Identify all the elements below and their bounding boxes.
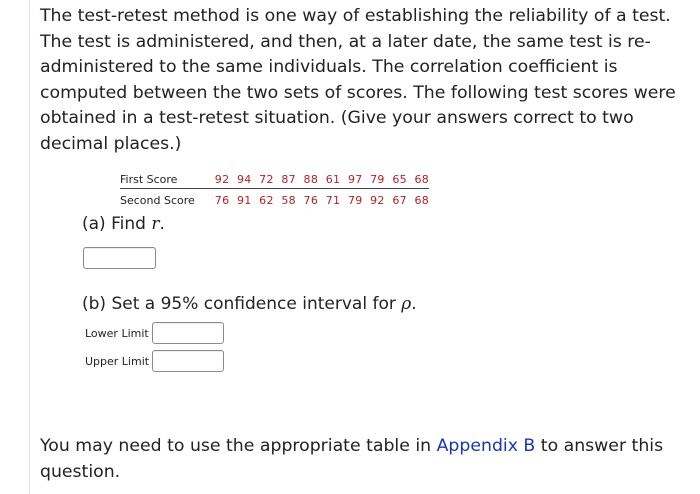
appendix-b-link[interactable]: Appendix B xyxy=(436,436,536,456)
row-label-first-score: First Score xyxy=(120,170,215,189)
footer-text-after: to answer this question. xyxy=(40,436,664,482)
r-answer-input[interactable] xyxy=(83,247,156,269)
part-b-prefix: (b) Set a 95% confidence interval for xyxy=(82,294,402,314)
part-b-variable: ρ xyxy=(401,294,412,314)
part-a-question xyxy=(82,214,165,234)
lower-limit-input[interactable] xyxy=(152,322,224,344)
footer-note xyxy=(40,433,690,485)
upper-limit-input[interactable] xyxy=(152,350,224,372)
first-score-values: 92 94 72 87 88 61 97 79 65 68 xyxy=(215,170,429,189)
part-b-suffix: . xyxy=(411,294,417,314)
row-label-second-score: Second Score xyxy=(120,193,195,207)
upper-limit-label: Upper Limit xyxy=(85,355,150,368)
table-row xyxy=(120,189,429,210)
problem-statement: The test-retest method is one way of establishing the reliability of a test. The test is administered, and then, at a later date, the same test is re-administered to the same individuals. The correlation coefficient is computed between the two sets of scores. The following test scores were obtained in a test-retest situation. (Give your answers correct to two decimal places.) xyxy=(40,6,676,154)
part-b-question xyxy=(82,294,417,314)
footer-text-before: You may need to use the appropriate table in xyxy=(40,436,437,456)
part-a-prefix: (a) Find xyxy=(82,214,152,234)
second-score-values: 76 91 62 58 76 71 79 92 67 68 xyxy=(214,193,430,207)
lower-limit-label: Lower Limit xyxy=(85,327,149,340)
score-table xyxy=(120,170,429,209)
part-a-suffix: . xyxy=(159,214,165,234)
table-row xyxy=(120,170,429,189)
part-a-variable: r xyxy=(151,214,160,234)
